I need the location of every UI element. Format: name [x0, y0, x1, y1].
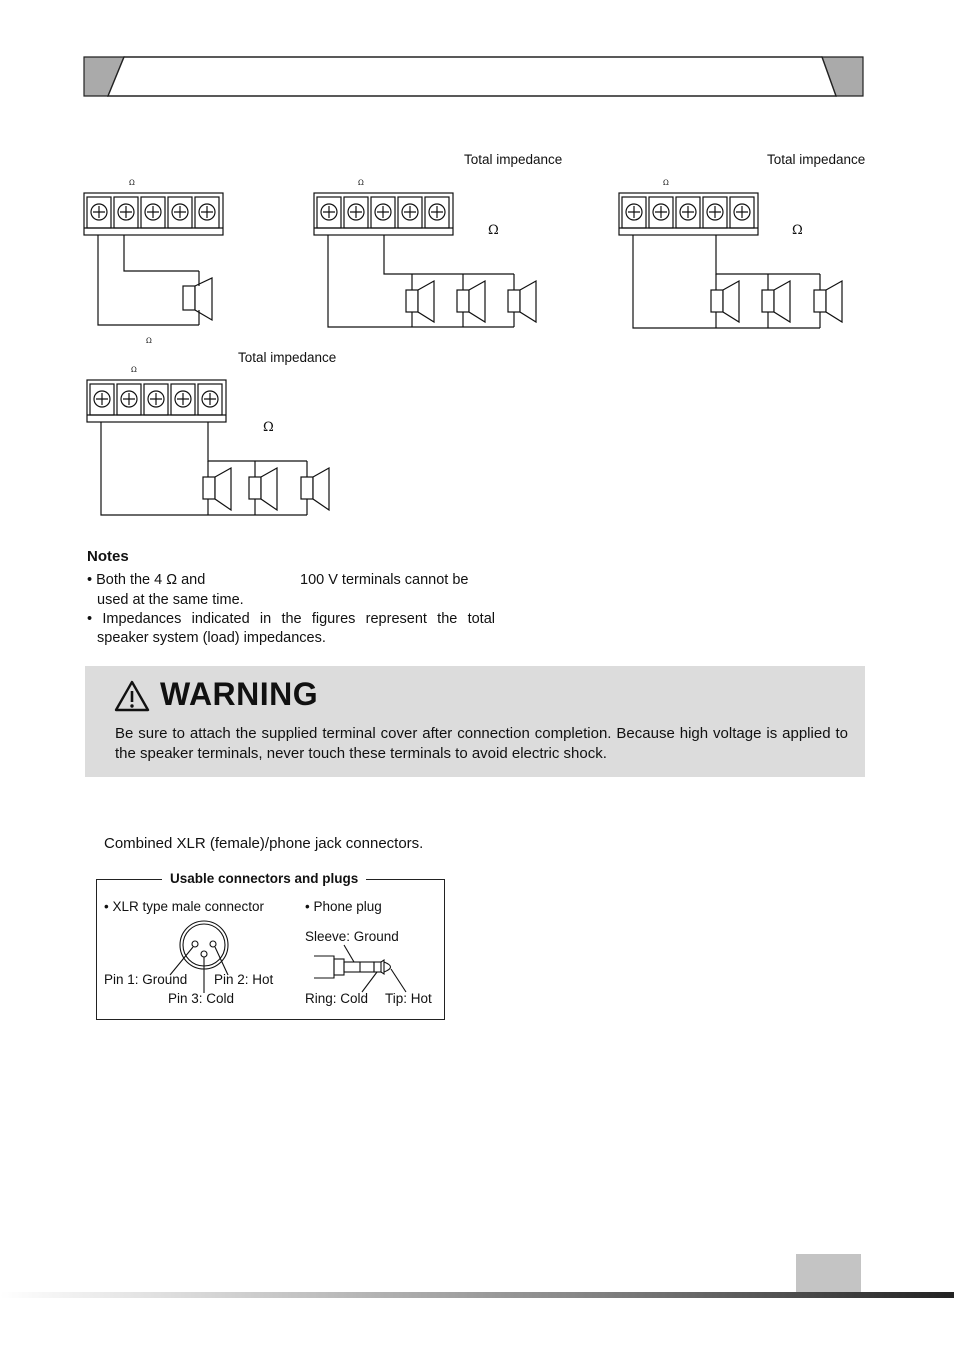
connector-description: Combined XLR (female)/phone jack connectors. [104, 835, 424, 852]
omega-mark: Ω [663, 179, 669, 187]
footer-gradient-bar [0, 1292, 954, 1298]
warning-text: Be sure to attach the supplied terminal cover after connection completion. Because high voltage is applied to the speaker terminals, never touch these terminals to avoid electric shock. [115, 725, 848, 762]
omega-mark: Ω [792, 223, 803, 238]
xlr-pin3-label: Pin 3: Cold [168, 991, 235, 1006]
phone-ring-label: Ring: Cold [305, 991, 369, 1006]
note-1-part-a: • Both the 4 Ω and [87, 572, 206, 588]
phone-sleeve-label: Sleeve: Ground [305, 929, 399, 944]
note-1-part-b: 100 V terminals cannot be [300, 572, 469, 588]
notes-heading: Notes [87, 548, 129, 565]
xlr-pin2-label: Pin 2: Hot [214, 972, 274, 987]
warning-title: WARNING [160, 676, 319, 712]
xlr-heading: • XLR type male connector [104, 899, 265, 914]
note-2-line-1: • Impedances indicated in the figures represent the total [87, 611, 495, 627]
note-2-line-2: speaker system (load) impedances. [97, 630, 326, 646]
total-impedance-label: Total impedance [767, 152, 866, 167]
omega-mark: Ω [263, 420, 274, 435]
note-1-line-2: used at the same time. [97, 592, 244, 608]
page-tab [796, 1254, 861, 1292]
phone-tip-label: Tip: Hot [385, 991, 432, 1006]
usable-connectors-title: Usable connectors and plugs [162, 871, 366, 886]
total-impedance-label: Total impedance [238, 350, 337, 365]
omega-mark: Ω [488, 223, 499, 238]
phone-plug-heading: • Phone plug [305, 899, 382, 914]
omega-mark: Ω [358, 179, 364, 187]
omega-mark: Ω [131, 366, 137, 374]
xlr-pin1-label: Pin 1: Ground [104, 972, 188, 987]
omega-mark: Ω [146, 337, 152, 345]
total-impedance-label: Total impedance [464, 152, 563, 167]
omega-mark: Ω [129, 179, 135, 187]
